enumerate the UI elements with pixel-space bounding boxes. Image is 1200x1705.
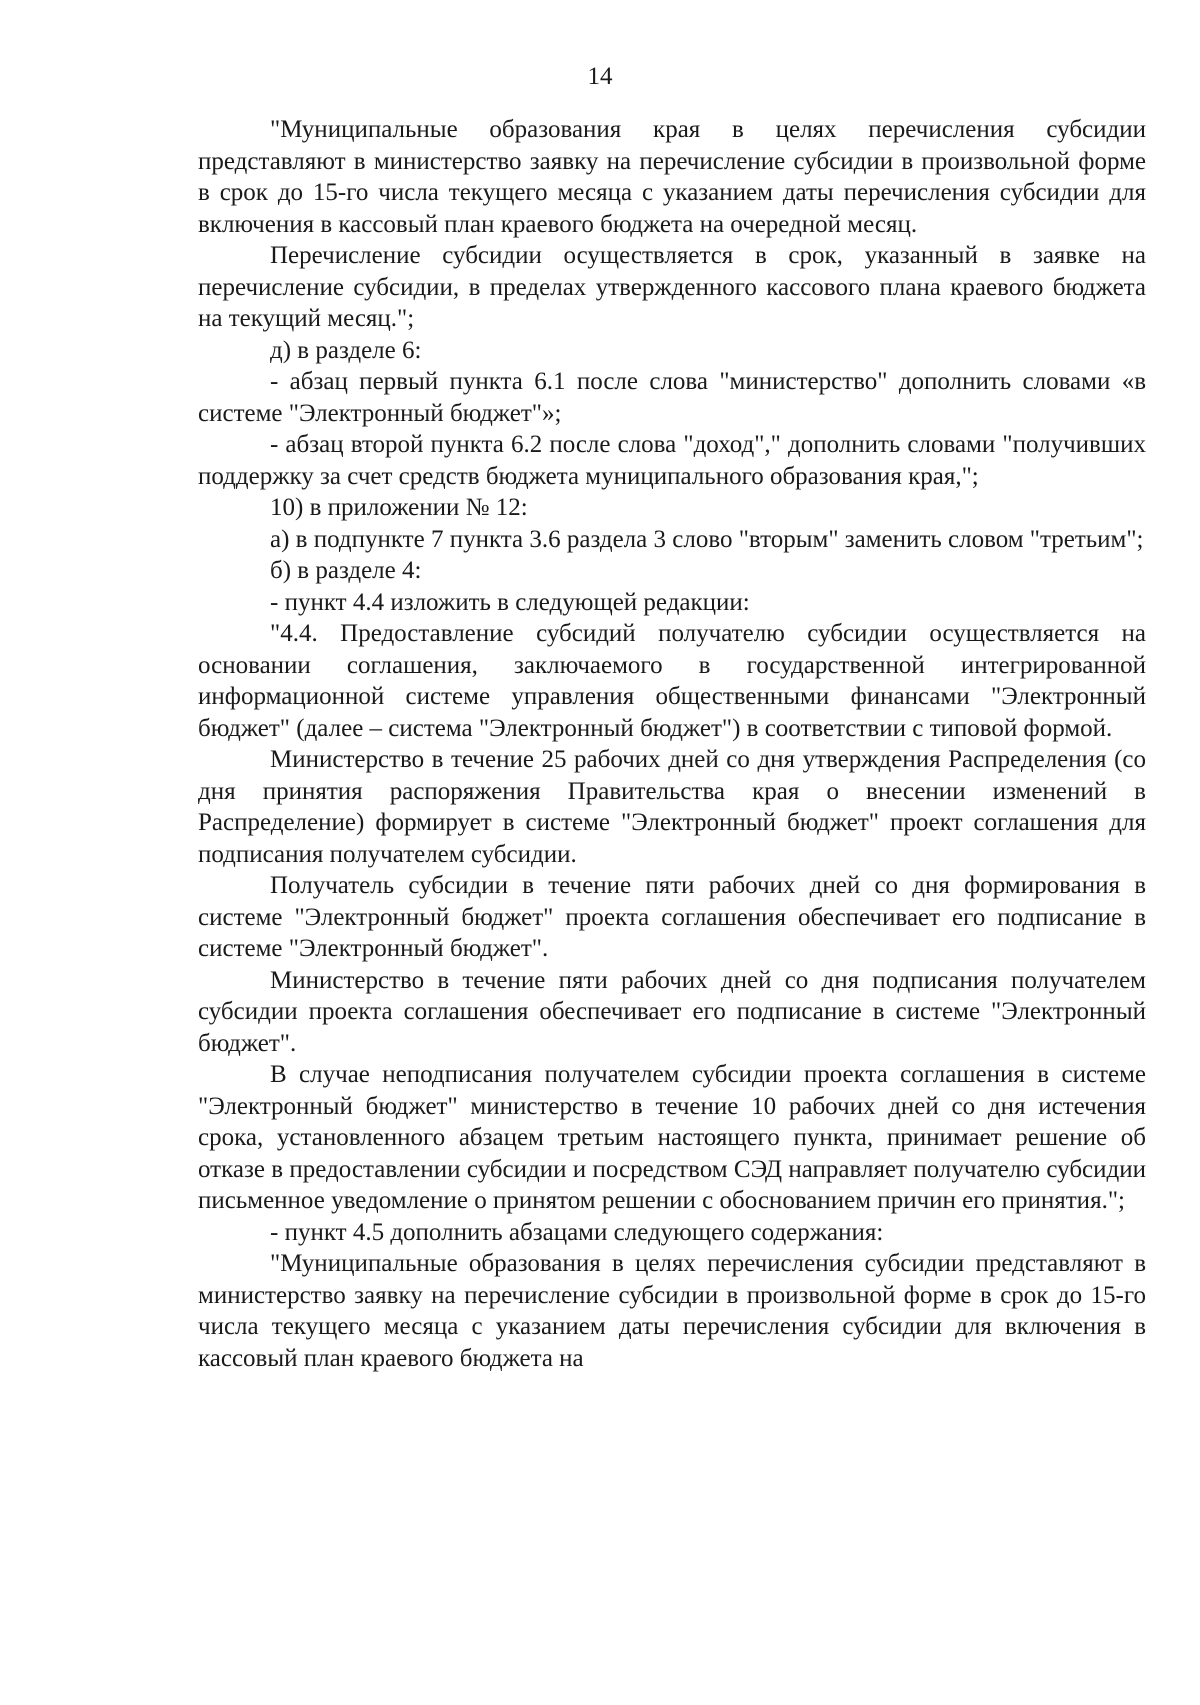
paragraph-16: "Муниципальные образования в целях перечисления субсидии представляют в министерство заявку на перечисление субсидии в произвольной форме в срок до 15-го числа текущего месяца с указанием даты перечисления субсидии для включения в кассовый план краевого бюджета на — [198, 1250, 1146, 1372]
paragraph-8: б) в разделе 4: — [270, 557, 422, 584]
paragraph-12: Получатель субсидии в течение пяти рабочих дней со дня формирования в системе "Электронный бюджет" проекта соглашения обеспечивает его подписание в системе "Электронный бюджет". — [198, 872, 1146, 962]
paragraph-3: д) в разделе 6: — [270, 336, 422, 364]
paragraph-13: Министерство в течение пяти рабочих дней со дня подписания получателем субсидии проекта соглашения обеспечивает его подписание в системе "Электронный бюджет". — [198, 966, 1146, 1057]
paragraph-15: - пункт 4.5 дополнить абзацами следующего содержания: — [270, 1218, 884, 1246]
paragraph-11: Министерство в течение 25 рабочих дней со дня утверждения Распределения (со дня принятия распоряжения Правительства края о внесении изменений в Распределение) формирует в системе "Электронный бюджет" проект соглашения для подписания получателем субсидии. — [198, 746, 1146, 868]
paragraph-9: - пункт 4.4 изложить в следующей редакции: — [270, 588, 750, 616]
paragraph-1: "Муниципальные образования края в целях перечисления субсидии представляют в министерство заявку на перечисление субсидии в произвольной форме в срок до 15-го числа текущего месяца с указанием даты перечисления субсидии для включения в кассовый план краевого бюджета на очередной месяц. — [198, 116, 1146, 238]
paragraph-14: В случае неподписания получателем субсидии проекта соглашения в системе "Электронный бюджет" министерство в течение 10 рабочих дней со дня истечения срока, установленного абзацем третьим настоящего пункта, принимает решение об отказе в предоставлении субсидии и посредством СЭД направляет получателю субсидии письменное уведомление о принятом решении с обоснованием причин его принятия."; — [198, 1061, 1146, 1214]
paragraph-5: - абзац второй пункта 6.2 после слова "доход"," дополнить словами "получивших поддержку за счет средств бюджета муниципального образования края,"; — [198, 431, 1146, 490]
paragraph-7: а) в подпункте 7 пункта 3.6 раздела 3 слово "вторым" заменить словом "третьим"; — [270, 525, 1144, 553]
paragraph-4: - абзац первый пункта 6.1 после слова "министерство" дополнить словами «в системе "Электронный бюджет"»; — [198, 368, 1146, 427]
paragraph-6: 10) в приложении № 12: — [270, 494, 528, 521]
document-body — [198, 114, 1146, 1374]
page-number: 14 — [587, 63, 613, 90]
paragraph-10: "4.4. Предоставление субсидий получателю субсидии осуществляется на основании соглашения, заключаемого в государственной интегрированной информационной системе управления общественными финансами "Электронный бюджет" (далее – система "Электронный бюджет") в соответствии с типовой формой. — [198, 620, 1146, 742]
paragraph-2: Перечисление субсидии осуществляется в срок, указанный в заявке на перечисление субсидии, в пределах утвержденного кассового плана краевого бюджета на текущий месяц."; — [198, 242, 1146, 332]
